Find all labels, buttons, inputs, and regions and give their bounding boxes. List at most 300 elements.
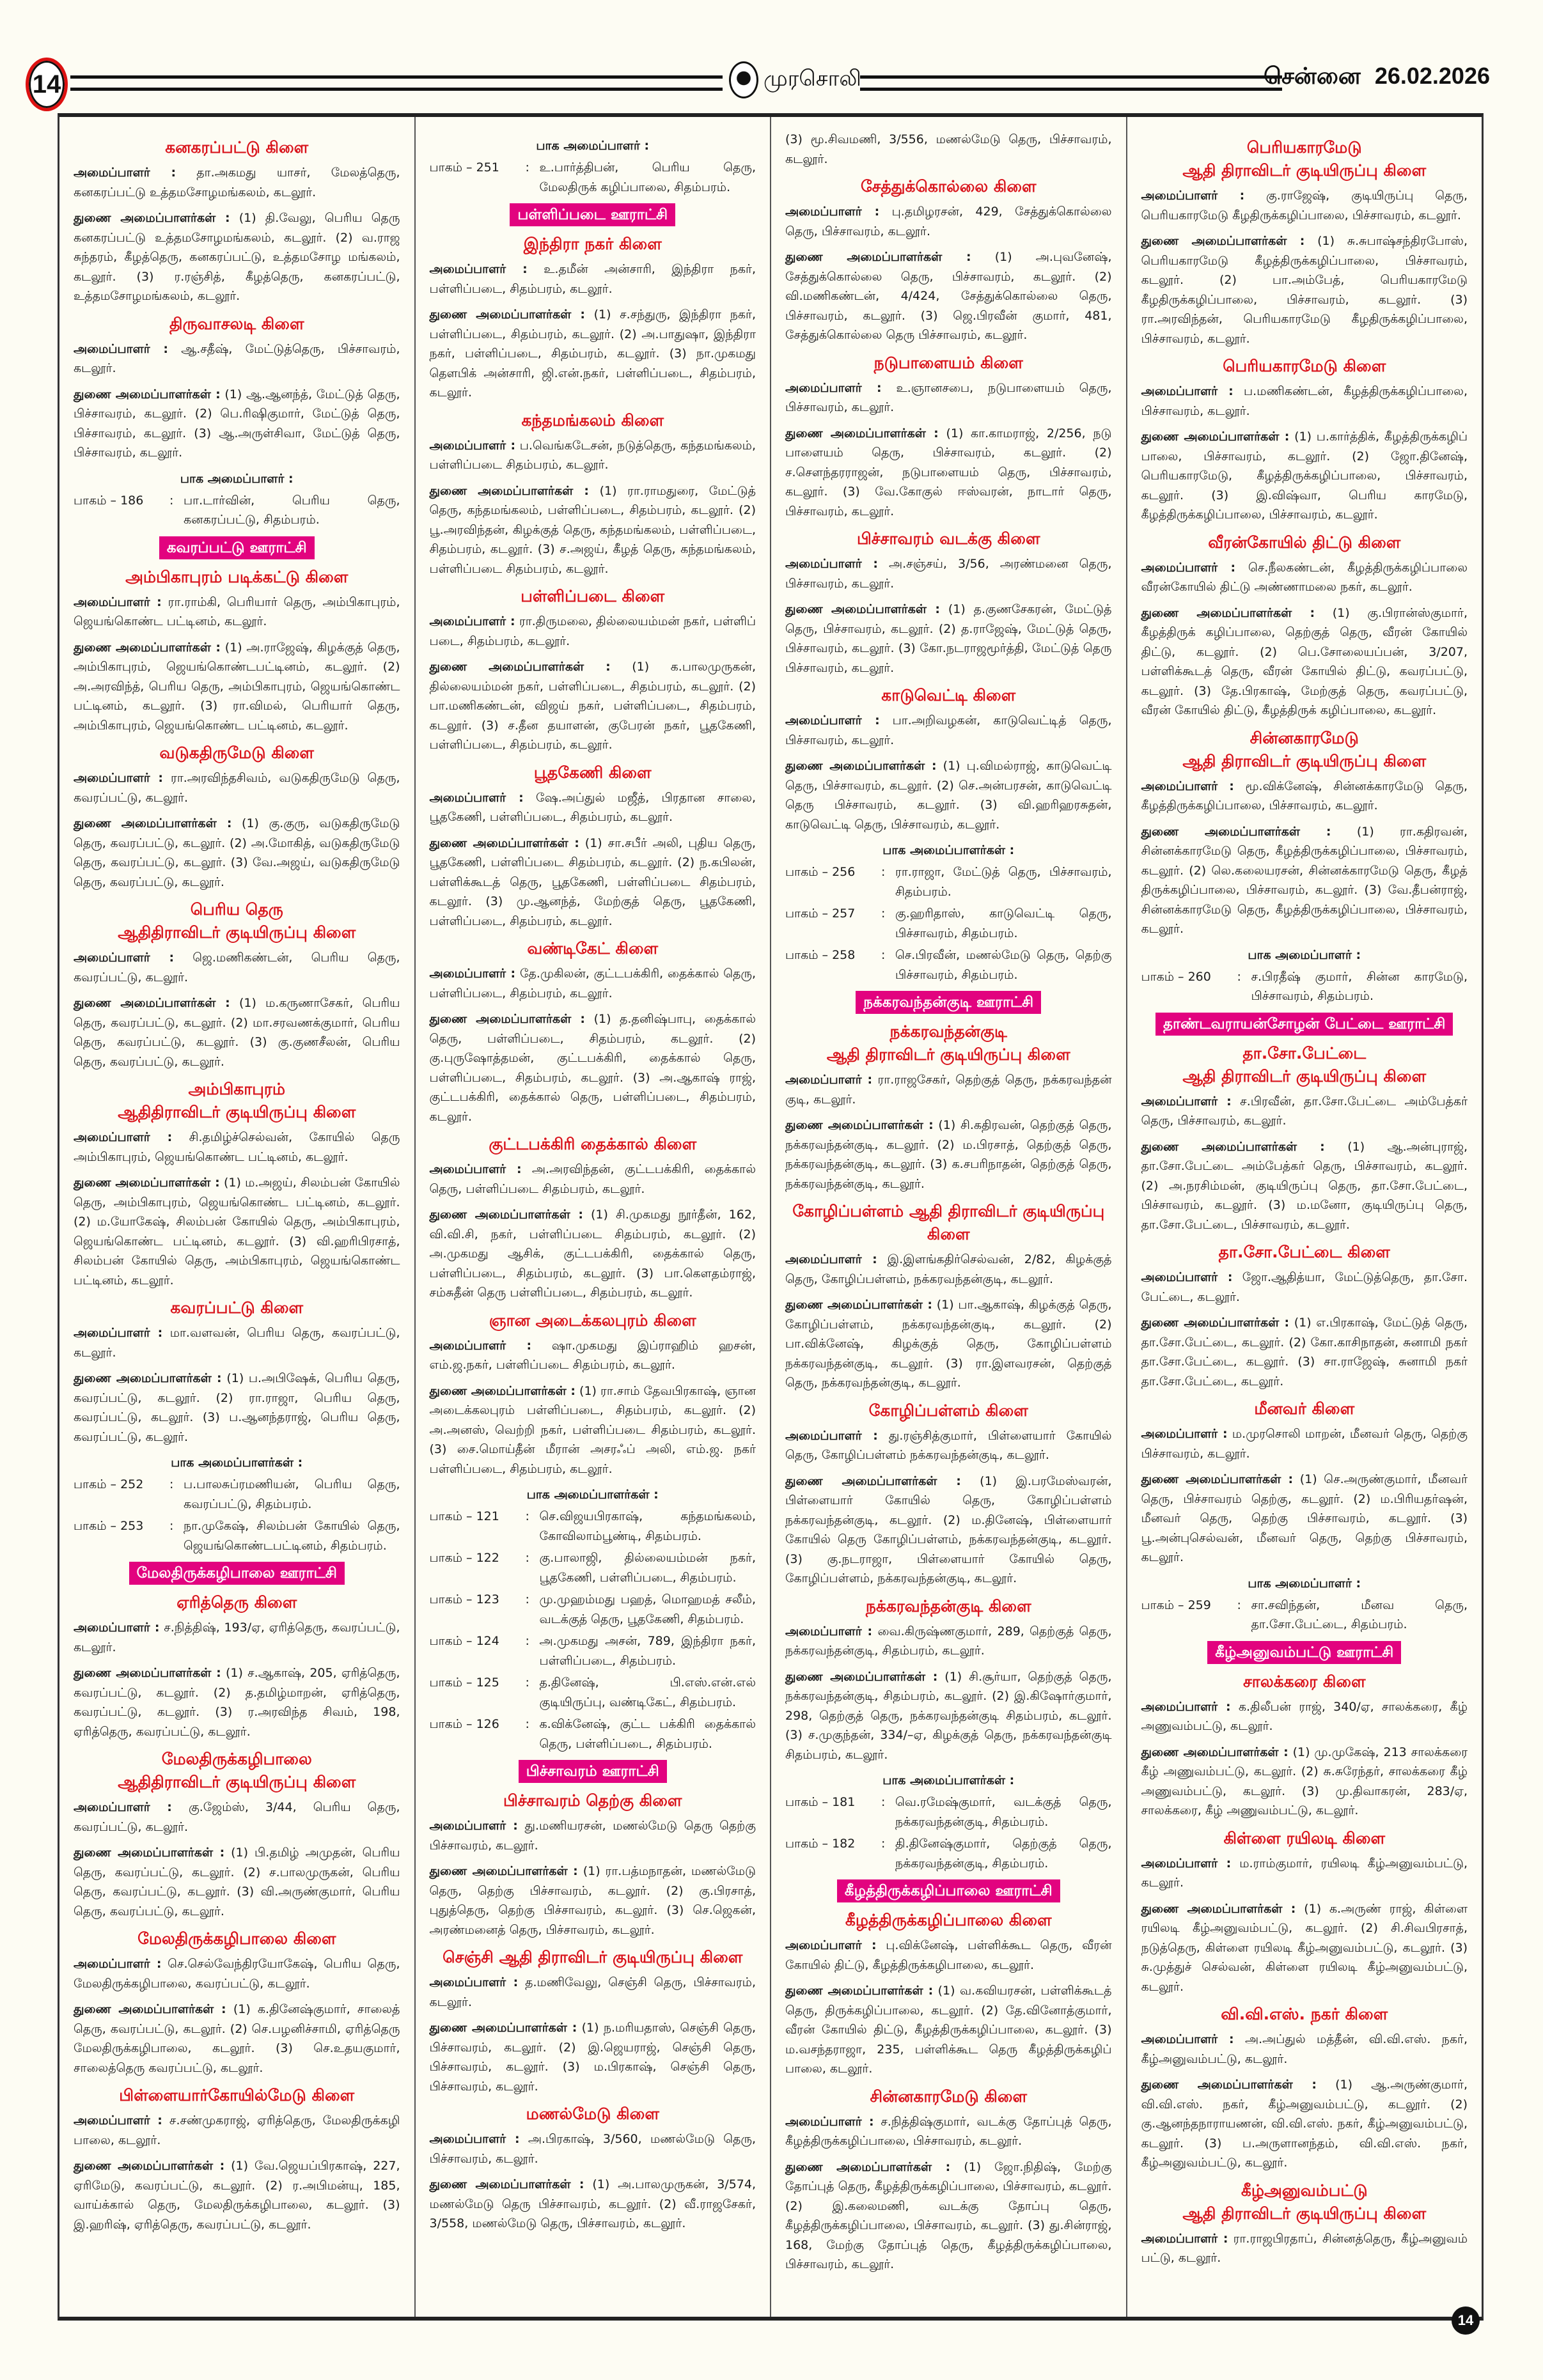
separator: : [881, 1837, 886, 1851]
branch-heading: கந்தமங்கலம் கிளை [521, 410, 664, 430]
deputy-organisers-entry [430, 481, 756, 579]
entry-label: அமைப்பாளர் : [429, 1338, 532, 1353]
entry-label: துணை அமைப்பாளர்கள் : [429, 483, 589, 498]
deputy-organisers-entry [430, 657, 756, 755]
entry-text: ச.பிரவீன், தா.சோ.பேட்டை அம்பேத்கர் தெரு, பிச்சாவரம், கடலூர். [1141, 1094, 1468, 1128]
organiser-entry [74, 1323, 400, 1362]
organiser-entry [785, 1250, 1112, 1289]
organiser-entry [785, 378, 1112, 417]
deputy-organisers-entry [785, 1295, 1112, 1393]
separator: : [881, 906, 886, 921]
organiser-entry [74, 2111, 400, 2150]
entry-text: ச.நித்திஷ்குமார், வடக்கு தோப்புத் தெரு, கீழத்திருக்கழிப்பாலை, பிச்சாவரம், கடலூர். [785, 2114, 1112, 2148]
edition-date: 26.02.2026 [1374, 63, 1490, 89]
entry-label: அமைப்பாளர் : [1141, 1094, 1232, 1108]
entry-text: தா.அகமது யாசர், மேலத்தெரு, கனகரப்பட்டு உத்தமசோழமங்கலம், கடலூர். [74, 166, 400, 199]
booth-number: பாகம் – 260 [1141, 969, 1211, 984]
masthead-rule-right [860, 75, 1282, 91]
booth-organiser-details: சா.சவிந்தன், மீனவ தெரு, தா.சோ.பேட்டை, சிதம்பரம். [1251, 1598, 1468, 1631]
branch-heading: கோழிப்பள்ளம் ஆதி திராவிடர் குடியிருப்பு கிளை [792, 1202, 1105, 1243]
booth-number: பாகம் – 256 [785, 865, 856, 879]
separator: : [525, 1509, 529, 1523]
branch-heading: நக்கரவந்தன்குடி கிளை [865, 1596, 1031, 1615]
entry-label: துணை அமைப்பாளர்கள் : [785, 426, 939, 440]
deputy-organisers-entry [430, 2175, 756, 2234]
entry-text: உ.ஞானசபை, நடுபாளையம் தெரு, பிச்சாவரம், கடலூர். [785, 380, 1112, 414]
branch-heading: அம்பிகாபுரம் படிக்கட்டு கிளை [125, 567, 349, 586]
deputy-organisers-entry [1141, 427, 1468, 525]
booth-organiser-details: வெ.ரமேஷ்குமார், வடக்குத் தெரு, நக்கரவந்தன்குடி, சிதம்பரம். [895, 1795, 1112, 1829]
organiser-entry [74, 768, 400, 807]
entry-label: அமைப்பாளர் : [1141, 1699, 1231, 1714]
entry-label: துணை அமைப்பாளர்கள் : [429, 1012, 585, 1026]
deputy-organisers-entry [74, 638, 400, 736]
branch-heading: மேலதிருக்கழிபாலை கிளை [137, 1929, 336, 1948]
entry-text: (1) பு.விமல்ராஜ், காடுவெட்டி தெரு, பிச்சாவரம், கடலூர். (2) செ.அன்பரசன், காடுவெட்டி தெரு பிச்சாவரம், கடலூர். (3) வி.ஹரிஹரசுதன், காடுவெட்டி தெரு, பிச்சாவரம், கடலூர். [785, 759, 1112, 832]
booth-organiser-details: அ.முகமது அசன், 789, இந்திரா நகர், பள்ளிப்படை, சிதம்பரம். [539, 1634, 756, 1668]
branch-heading: வடுகதிருமேடு கிளை [159, 743, 314, 762]
booth-organiser-details: கு.பாலாஜி, தில்லையம்மன் நகர், பூதகேணி, பள்ளிப்படை, சிதம்பரம். [539, 1551, 756, 1585]
booth-number: பாகம் – 252 [74, 1477, 144, 1491]
deputy-organisers-entry [785, 2158, 1112, 2275]
organiser-entry [74, 1798, 400, 1837]
organiser-entry [74, 339, 400, 378]
entry-label: துணை அமைப்பாளர்கள் : [785, 1669, 938, 1684]
booth-organisers-heading: பாக அமைப்பாளர் : [1248, 947, 1361, 962]
branch-heading: பிச்சாவரம் தெற்கு கிளை [503, 1791, 682, 1810]
panchayat-banner: பள்ளிப்படை ஊராட்சி [510, 203, 675, 226]
entry-label: துணை அமைப்பாளர்கள் : [74, 640, 221, 655]
separator: : [1237, 969, 1241, 984]
rising-sun-emblem-icon [729, 61, 758, 98]
organiser-entry [785, 202, 1112, 241]
separator: : [525, 1717, 529, 1731]
organiser-entry [74, 1618, 400, 1657]
entry-label: அமைப்பாளர் : [1141, 384, 1234, 398]
branch-heading: காடுவெட்டி கிளை [881, 686, 1016, 704]
deputy-organisers-entry [74, 2156, 400, 2234]
entry-text: (1) எ.பிரகாஷ், மேட்டுத் தெரு, தா.சோ.பேட்டை, கடலூர். (2) கோ.காசிநாதன், சுனாமி நகர் தா.சோ.பேட்டை, கடலூர். (3) சா.ராஜேஷ், சுனாமி நகர் தா.சோ.பேட்டை, கடலூர். [1141, 1316, 1468, 1388]
branch-heading: நக்கரவந்தன்குடி ஆதி திராவிடர் குடியிருப்பு கிளை [826, 1022, 1070, 1064]
deputy-organisers-entry [430, 834, 756, 931]
entry-text: (1) தி.வேலு, பெரிய தெரு கனகரப்பட்டு உத்தமசோழமங்கலம், கடலூர். (2) வ.ராஜ சுந்தரம், கீழத்தெரு, கனகரப்பட்டு, உத்தமசோழ மங்கலம், கடலூர். (3) ர.ரஞ்சித், கீழத்தெரு, கனகரப்பட்டு, உத்தமசோழமங்கலம், கடலூர். [74, 211, 400, 303]
entry-text: அ.சஞ்சய், 3/56, அரண்மனை தெரு, பிச்சாவரம், கடலூர். [785, 557, 1112, 591]
branch-heading: பிள்ளையார்கோயில்மேடு கிளை [119, 2086, 355, 2104]
entry-text: பா.அறிவழகன், காடுவெட்டித் தெரு, பிச்சாவரம், கடலூர். [785, 713, 1112, 747]
deputy-organisers-entry [1141, 1743, 1468, 1821]
entry-label: அமைப்பாளர் : [429, 967, 516, 981]
entry-text: (1) ப.கார்த்திக், கீழத்திருக்கழிப் பாலை, பிச்சாவரம், கடலூர். (2) ஜோ.தினேஷ், பெரியகாரமேடு, கீழத்திருக்கழிப்பாலை, பிச்சாவரம், கடலூர். (3) இ.விஷ்வா, பெரிய காரமேடு, கீழத்திருக்கழிப்பாலை, பிச்சாவரம், கடலூர். [1141, 430, 1468, 522]
newspaper-name: முரசொலி [764, 66, 861, 91]
entry-label: அமைப்பாளர் : [1141, 779, 1234, 793]
entry-label: அமைப்பாளர் : [429, 790, 524, 805]
panchayat-banner: மேலதிருக்கழிபாலை ஊராட்சி [129, 1562, 345, 1585]
booth-organiser-details: ப.பாலசுப்ரமணியன், பெரிய தெரு, கவரப்பட்டு, சிதம்பரம். [184, 1477, 400, 1511]
booth-organiser-details: ரா.ராஜா, மேட்டுத் தெரு, பிச்சாவரம், சிதம்பரம். [895, 865, 1112, 899]
entry-text: (1) கு.குரு, வடுகதிருமேடு தெரு, கவரப்பட்டு, கடலூர். (2) அ.மோகித், வடுகதிருமேடு தெரு, கவரப்பட்டு, கடலூர். (3) வே.அஜய், வடுகதிருமேடு தெரு, கவரப்பட்டு, கடலூர். [74, 816, 400, 889]
entry-label: அமைப்பாளர் : [429, 1819, 518, 1833]
organiser-entry [430, 1160, 756, 1199]
entry-text: ச.சண்முகராஜ், ஏரித்தெரு, மேலதிருக்கழி பாலை, கடலூர். [74, 2113, 400, 2147]
deputy-organisers-entry [785, 1667, 1112, 1765]
entry-text: (1) சி.கதிரவன், தெற்குத் தெரு, நக்கரவந்தன்குடி, கடலூர். (2) ம.பிரசாத், தெற்குத் தெரு, நக்கரவந்தன்குடி, கடலூர். (3) க.சபரிநாதன், தெற்குத் தெரு, நக்கரவந்தன்குடி, கடலூர். [785, 1118, 1112, 1191]
entry-text: த.மணிவேலு, செஞ்சி தெரு, பிச்சாவரம், கடலூர். [429, 1975, 756, 2009]
deputy-organisers-entry [785, 1116, 1112, 1194]
entry-label: துணை அமைப்பாளர்கள் : [429, 836, 579, 850]
column-1 [59, 117, 414, 2317]
deputy-organisers-entry [785, 1472, 1112, 1589]
entry-label: துணை அமைப்பாளர்கள் : [785, 1118, 934, 1132]
booth-number: பாகம் – 125 [429, 1676, 499, 1690]
deputy-organisers-entry [1141, 1313, 1468, 1391]
panchayat-banner: கீழ்அனுவம்பட்டு ஊராட்சி [1207, 1641, 1401, 1664]
entry-text: (1) ப.அபிஷேக், பெரிய தெரு, கவரப்பட்டு, கடலூர். (2) ரா.ராஜா, பெரிய தெரு, கவரப்பட்டு, கடலூர். (3) ப.ஆனந்தராஜ், பெரிய தெரு, கவரப்பட்டு, கடலூர். [74, 1371, 400, 1444]
booth-number: பாகம் – 126 [429, 1717, 499, 1731]
deputy-organisers-entry [430, 1381, 756, 1479]
entry-text: (1) ம.அஜய், சிலம்பன் கோயில் தெரு, அம்பிகாபுரம், ஜெயங்கொண்ட பட்டினம், கடலூர். (2) ம.யோகேஷ், சிலம்பன் கோயில் தெரு, அம்பிகாபுரம், ஜெயங்கொண்ட பட்டினம், கடலூர். (3) வி.ஹரிபிரசாத், சிலம்பன் கோயில் தெரு, அம்பிகாபுரம், ஜெயங்கொண்ட பட்டினம், கடலூர். [74, 1176, 400, 1287]
entry-label: துணை அமைப்பாளர்கள் : [785, 1984, 934, 1998]
entry-label: துணை அமைப்பாளர்கள் : [785, 250, 971, 264]
entry-label: அமைப்பாளர் : [785, 713, 880, 727]
deputy-organisers-entry [74, 1843, 400, 1921]
booth-organiser-row [1141, 1596, 1468, 1635]
entry-text: (1) சி.சூர்யா, தெற்குத் தெரு, நக்கரவந்தன்குடி, சிதம்பரம், கடலூர். (2) இ.கிஷோர்குமார், 298, தெற்குத் தெரு, நக்கரவந்தன்குடி சிதம்பரம், கடலூர். (3) ச.முகுந்தன், 334/–ஏ, கிழக்குத் தெரு, நக்கரவந்தன்குடி சிதம்பரம், கடலூர். [785, 1669, 1112, 1762]
entry-text: (1) அ.பாலமுருகன், 3/574, மணல்மேடு தெரு பிச்சாவரம், கடலூர். (2) வீ.ராஜசேகர், 3/558, மணல்மேடு தெரு, பிச்சாவரம், கடலூர். [429, 2177, 756, 2230]
separator: : [525, 1634, 529, 1648]
branch-heading: பூதகேணி கிளை [533, 763, 652, 782]
deputy-organisers-entry [74, 814, 400, 892]
organiser-entry [1141, 1424, 1468, 1463]
entry-label: அமைப்பாளர் : [1141, 2231, 1228, 2246]
masthead-rule-left [70, 75, 723, 91]
organiser-entry [785, 711, 1112, 750]
entry-text: ஷே.அப்துல் மஜீத், பிரதான சாலை, பூதகேணி, பள்ளிப்படை, சிதம்பரம், கடலூர். [429, 790, 756, 824]
separator: : [525, 1551, 529, 1565]
entry-label: துணை அமைப்பாளர்கள் : [74, 816, 232, 830]
branch-heading: ஏரித்தெரு கிளை [176, 1593, 297, 1612]
booth-organiser-details: பா.டார்வின், பெரிய தெரு, கனகரப்பட்டு, சிதம்பரம். [184, 493, 400, 527]
entry-text: (1) அ.புவனேஷ், சேத்துக்கொல்லை தெரு, பிச்சாவரம், கடலூர். (2) வி.மணிகண்டன், 4/424, சேத்துக்கொல்லை தெரு, பிச்சாவரம், கடலூர். (3) ஜெ.பிரவீன் குமார், 481, சேத்துக்கொல்லை தெரு பிச்சாவரம், கடலூர். [785, 250, 1112, 342]
entry-text: (1) ஆ.ஆனந்த், மேட்டுத் தெரு, பிச்சாவரம், கடலூர். (2) பெ.ரிஷிகுமார், மேட்டுத் தெரு, பிச்சாவரம், கடலூர். (3) ஆ.அருள்சிவா, மேட்டுத் தெரு, பிச்சாவரம், கடலூர். [74, 387, 400, 460]
separator: : [525, 160, 529, 175]
entry-label: அமைப்பாளர் : [785, 380, 882, 395]
entry-label: துணை அமைப்பாளர்கள் : [429, 1383, 576, 1398]
deputy-organisers-entry [74, 2000, 400, 2078]
entry-text: (1) கு.பிரான்ஸ்குமார், கீழத்திருக் கழிப்பாலை, தெற்குத் தெரு, வீரன் கோயில் திட்டு, கடலூர். (2) பெ.சோலையப்பன், 3/207, பள்ளிக்கூடத் தெரு, வீரன் கோயில் திட்டு, கவரப்பட்டு, கடலூர். (3) தே.பிரகாஷ், மேற்குத் தெரு, கவரப்பட்டு, வீரன் கோயில் திட்டு, கீழத்திருக் கழிப்பாலை, கடலூர். [1141, 605, 1468, 717]
organiser-entry [1141, 777, 1468, 816]
entry-label: துணை அமைப்பாளர்கள் : [429, 1208, 583, 1222]
entry-label: அமைப்பாளர் : [429, 1975, 519, 1989]
entry-label: அமைப்பாளர் : [785, 1073, 873, 1087]
entry-text: கு.ராஜேஷ், குடியிருப்பு தெரு, பெரியகாரமேடு கீழதிருக்கழிப்பாலை, பிச்சாவரம், கடலூர். [1141, 189, 1468, 222]
booth-number: பாகம் – 121 [429, 1509, 499, 1523]
branch-heading: வண்டிகேட் கிளை [527, 939, 659, 958]
entry-label: அமைப்பாளர் : [74, 771, 163, 785]
booth-organiser-details: மு.முஹம்மது பஹத், மொஹமத் சலீம், வடக்குத் தெரு, பூதகேணி, சிதம்பரம். [539, 1592, 756, 1626]
entry-label: துணை அமைப்பாளர்கள் : [429, 660, 611, 674]
entry-label: துணை அமைப்பாளர்கள் : [74, 1371, 222, 1385]
organiser-entry [74, 163, 400, 202]
booth-organiser-row [1141, 967, 1468, 1006]
entry-label: துணை அமைப்பாளர்கள் : [1141, 430, 1290, 444]
footer-page-number: 14 [1452, 2306, 1480, 2335]
booth-organisers-heading: பாக அமைப்பாளர்கள் : [882, 843, 1015, 857]
deputy-organisers-entry [430, 305, 756, 403]
organiser-entry [1141, 382, 1468, 421]
column-3 [770, 117, 1126, 2317]
page-number-badge: 14 [26, 58, 68, 111]
booth-organiser-details: செ.விஜயபிரகாஷ், கந்தமங்கலம், கோவிலாம்பூண்டி, சிதம்பரம். [539, 1509, 756, 1543]
deputy-organisers-entry [785, 756, 1112, 834]
entry-text: அ.அரவிந்தன், குட்டபக்கிரி, தைக்கால் தெரு, பள்ளிப்படை சிதம்பரம், கடலூர். [429, 1162, 756, 1196]
branch-heading: பெரியகாரமேடு கிளை [1223, 357, 1386, 375]
booth-organiser-row [430, 1548, 756, 1587]
entry-text: (1) க.அருண் ராஜ், கிள்ளை ரயிலடி கீழ்அனுவம்பட்டு, கடலூர். (2) சி.சிவபிரசாத், நடுத்தெரு, கிள்ளை ரயிலடி கீழ்அனுவம்பட்டு, கடலூர். (3) சு.முத்துச் செல்வன், கிள்ளை ரயிலடி கீழ்அனுவம்பட்டு, கடலூர். [1141, 1901, 1468, 1994]
separator: : [525, 1676, 529, 1690]
branch-heading: நடுபாளையம் கிளை [873, 353, 1023, 372]
entry-label: துணை அமைப்பாளர்கள் : [785, 1298, 932, 1312]
entry-text: ஜெ.மணிகண்டன், பெரிய தெரு, கவரப்பட்டு, கடலூர். [74, 951, 400, 984]
organiser-entry [1141, 1697, 1468, 1736]
entry-text: (1) ரா.பத்மநாதன், மணல்மேடு தெரு, தெற்கு பிச்சாவரம், கடலூர். (2) கு.பிரசாத், புதுத்தெரு, தெற்கு பிச்சாவரம், கடலூர். (3) செ.ஜெகன், அரண்மனைத் தெரு, பிச்சாவரம், கடலூர். [429, 1864, 756, 1937]
booth-number: பாகம் – 123 [429, 1592, 499, 1606]
booth-organiser-row [430, 158, 756, 197]
panchayat-banner: தாண்டவராயன்சோழன் பேட்டை ஊராட்சி [1155, 1013, 1453, 1036]
branch-heading: கனகரப்பட்டு கிளை [165, 138, 309, 157]
entry-text: சி.தமிழ்ச்செல்வன், கோயில் தெரு அம்பிகாபுரம், ஜெயங்கொண்ட பட்டினம், கடலூர். [74, 1130, 400, 1164]
entry-label: அமைப்பாளர் : [785, 557, 878, 571]
entry-label: துணை அமைப்பாளர்கள் : [1141, 1316, 1290, 1330]
booth-organiser-row [74, 491, 400, 530]
booth-organisers-heading: பாக அமைப்பாளர் : [536, 139, 650, 153]
entry-text: பு.தமிழரசன், 429, சேத்துக்கொல்லை தெரு, பிச்சாவரம், கடலூர். [785, 205, 1112, 238]
booth-organisers-heading: பாக அமைப்பாளர்கள் : [526, 1488, 659, 1502]
booth-number: பாகம் – 122 [429, 1551, 499, 1565]
entry-text: அ.அப்துல் மத்தீன், வி.வி.எஸ். நகர், கீழ்அனுவம்பட்டு, கடலூர். [1141, 2032, 1468, 2066]
booth-organiser-row [785, 904, 1112, 943]
entry-text: (1) ம.கருணாசேகர், பெரிய தெரு, கவரப்பட்டு, கடலூர். (2) மா.சரவணக்குமார், பெரிய தெரு, கவரப்பட்டு, கடலூர். (3) கு.குணசீலன், பெரிய தெரு, கவரப்பட்டு, கடலூர். [74, 996, 400, 1069]
deputy-organisers-entry [1141, 1470, 1468, 1567]
entry-text: து.மணியரசன், மணல்மேடு தெரு தெற்கு பிச்சாவரம், கடலூர். [429, 1819, 756, 1853]
entry-label: அமைப்பாளர் : [74, 1130, 173, 1144]
booth-number: பாகம் – 181 [785, 1795, 856, 1809]
booth-organisers-heading: பாக அமைப்பாளர் : [180, 471, 294, 486]
entry-label: அமைப்பாளர் : [785, 1938, 877, 1952]
booth-organiser-row [430, 1715, 756, 1754]
entry-label: துணை அமைப்பாளர்கள் : [429, 2177, 584, 2191]
branch-heading: பிச்சாவரம் வடக்கு கிளை [857, 529, 1040, 548]
entry-text: (1) ரா.சாம் தேவபிரகாஷ், ஞான அடைக்கலபுரம் பள்ளிப்படை, சிதம்பரம், கடலூர். (2) அ.அனஸ், வெற்றி நகர், பள்ளிப்படை சிதம்பரம், கடலூர். (3) சை.மொய்தீன் மீரான் அசரஃப் அலி, எம்.ஜ. நகர் பள்ளிப்படை, சிதம்பரம், கடலூர். [429, 1383, 756, 1476]
entry-label: துணை அமைப்பாளர்கள் : [1141, 605, 1315, 620]
booth-organiser-details: செ.பிரவீன், மணல்மேடு தெரு, தெற்கு பிச்சாவரம், சிதம்பரம். [895, 948, 1112, 982]
entry-label: அமைப்பாளர் : [429, 614, 515, 628]
branch-heading: இந்திரா நகர் கிளை [523, 235, 662, 253]
branch-heading: கீழத்திருக்கழிப்பாலை கிளை [845, 1911, 1052, 1929]
organiser-entry [74, 593, 400, 632]
entry-label: அமைப்பாளர் : [1141, 1427, 1228, 1441]
booth-organiser-details: கு.ஹரிதாஸ், காடுவெட்டி தெரு, பிச்சாவரம், சிதம்பரம். [895, 906, 1112, 940]
branch-heading: செஞ்சி ஆதி திராவிடர் குடியிருப்பு கிளை [443, 1948, 743, 1966]
entry-label: அமைப்பாளர் : [74, 1621, 160, 1635]
entry-label: துணை அமைப்பாளர்கள் : [785, 759, 937, 773]
entry-text: அ.பிரகாஷ், 3/560, மணல்மேடு தெரு, பிச்சாவரம், கடலூர். [429, 2132, 756, 2166]
entry-label: துணை அமைப்பாளர்கள் : [1141, 1745, 1288, 1759]
booth-organiser-row [785, 862, 1112, 901]
entry-label: துணை அமைப்பாளர்கள் : [1141, 824, 1331, 839]
column-2 [414, 117, 771, 2317]
entry-text: ப.வெங்கடேசன், நடுத்தெரு, கந்தமங்கலம், பள்ளிப்படை சிதம்பரம், கடலூர். [429, 438, 756, 472]
deputy-organisers-entry [1141, 1899, 1468, 1997]
branch-heading: வீரன்கோயில் திட்டு கிளை [1208, 533, 1401, 552]
branch-heading: வி.வி.எஸ். நகர் கிளை [1221, 2005, 1388, 2023]
booth-organisers-heading: பாக அமைப்பாளர்கள் : [882, 1773, 1015, 1787]
entry-text: ஆ.சதீஷ், மேட்டுத்தெரு, பிச்சாவரம், கடலூர். [74, 341, 400, 375]
branch-heading: மணல்மேடு கிளை [526, 2104, 659, 2123]
booth-organiser-row [430, 1673, 756, 1712]
branch-heading: சாலக்கரை கிளை [1242, 1672, 1366, 1691]
entry-text: (1) வே.ஜெயப்பிரகாஷ், 227, ஏரிமேடு, கவரப்பட்டு, கடலூர். (2) ர.அபிமன்யு, 185, வாய்க்கால் தெரு, மேலதிருக்கழிபாலை, கடலூர். (3) இ.ஹரிஷ், ஏரித்தெரு, கவரப்பட்டு, கடலூர். [74, 2159, 400, 2232]
booth-number: பாகம் – 251 [429, 160, 499, 175]
entry-text: (1) சா.சபீர் அலி, புதிய தெரு, பூதகேணி, பள்ளிப்படை சிதம்பரம், கடலூர். (2) ந.கபிலன், பள்ளிக்கூடத் தெரு, பூதகேணி, பள்ளிப்படை சிதம்பரம், கடலூர். (3) மு.ஆனந்த், மேற்குத் தெரு, பூதகேணி, பள்ளிப்படை, சிதம்பரம், கடலூர். [429, 836, 756, 928]
branch-heading: பெரிய தெரு ஆதிதிராவிடர் குடியிருப்பு கிளை [118, 900, 356, 942]
booth-organiser-details: த.தினேஷ், பி.எஸ்.என்.எல் குடியிருப்பு, வண்டிகேட், சிதம்பரம். [539, 1676, 756, 1709]
booth-number: பாகம் – 253 [74, 1519, 144, 1533]
entry-label: துணை அமைப்பாளர்கள் : [1141, 1139, 1325, 1154]
entry-text: (1) ச.ஆகாஷ், 205, ஏரித்தெரு, கவரப்பட்டு, கடலூர். (2) த.தமிழ்மாறன், ஏரித்தெரு, கவரப்பட்டு, கடலூர். (3) ர.அரவிந்த சிவம், 198, ஏரித்தெரு, கவரப்பட்டு, கடலூர். [74, 1666, 400, 1739]
entry-text: இ.இளங்கதிர்செல்வன், 2/82, கிழக்குத் தெரு, கோழிப்பள்ளம், நக்கரவந்தன்குடி, கடலூர். [785, 1252, 1112, 1286]
organiser-entry [430, 788, 756, 827]
organiser-entry [1141, 1268, 1468, 1307]
entry-text: (1) கா.காமராஜ், 2/256, நடு பாளையம் தெரு, பிச்சாவரம், கடலூர். (2) ச.சௌந்தரராஜன், நடுபாளையம் தெரு, பிச்சாவரம், கடலூர். (3) வே.கோகுல் ஈஸ்வரன், நாடார் தெரு, பிச்சாவரம், கடலூர். [785, 426, 1112, 518]
entry-text: (1) ச.சந்துரு, இந்திரா நகர், பள்ளிப்படை, சிதம்பரம், கடலூர். (2) அ.பாதுஷா, இந்திரா நகர், பள்ளிப்படை, சிதம்பரம், கடலூர். (3) நா.முகமது தௌபிக் அன்சாரி, ஜி.என்.நகர், பள்ளிப்படை, சிதம்பரம், கடலூர். [429, 307, 756, 400]
entry-label: அமைப்பாளர் : [74, 166, 176, 180]
entry-label: துணை அமைப்பாளர்கள் : [74, 1666, 221, 1680]
entry-text: ச.நித்திஷ், 193/ஏ, ஏரித்தெரு, கவரப்பட்டு, கடலூர். [74, 1621, 400, 1654]
booth-number: பாகம் – 258 [785, 948, 856, 962]
separator: : [881, 948, 886, 962]
entry-text: (1) சி.முகமது நூர்தீன், 162, வி.வி.சி, நகர், பள்ளிப்படை சிதம்பரம், கடலூர். (2) அ.முகமது ஆசிக், குட்டபக்கிரி, தைக்கால் தெரு, பள்ளிப்படை, சிதம்பரம், கடலூர். (3) பா.கௌதம்ராஜ், சம்சுதீன் தெரு பள்ளிப்படை, சிதம்பரம், கடலூர். [429, 1208, 756, 1300]
entry-label: அமைப்பாளர் : [785, 1252, 877, 1266]
panchayat-banner: கீழத்திருக்கழிப்பாலை ஊராட்சி [837, 1879, 1060, 1902]
separator: : [525, 1592, 529, 1606]
booth-organiser-details: க.விக்னேஷ், குட்ட பக்கிரி தைக்கால் தெரு, பள்ளிப்படை, சிதம்பரம். [539, 1717, 756, 1751]
masthead-bar [26, 51, 1490, 115]
entry-text: (1) ஆ.அன்புராஜ், தா.சோ.பேட்டை அம்பேத்கர் தெரு, பிச்சாவரம், கடலூர். (2) அ.நரசிம்மன், குடியிருப்பு தெரு, தா.சோ.பேட்டை, பிச்சாவரம், கடலூர். (3) ம.மனோ, குடியிருப்பு தெரு, தா.சோ.பேட்டை, பிச்சாவரம், கடலூர். [1141, 1139, 1468, 1232]
booth-organiser-row [785, 1793, 1112, 1832]
entry-text: (1) சு.சுபாஷ்சந்திரபோஸ், பெரியகாரமேடு கீழத்திருக்கழிப்பாலை, பிச்சாவரம், கடலூர். (2) பா.அம்பேத், பெரியகாரமேடு கீழதிருக்கழிப்பாலை, பிச்சாவரம், கடலூர். (3) ரா.அரவிந்தன், பெரியகாரமேடு கீழதிருக்கழிப்பாலை, பிச்சாவரம், கடலூர். [1141, 234, 1468, 346]
entry-label: அமைப்பாளர் : [74, 1800, 172, 1814]
booth-number: பாகம் – 186 [74, 493, 144, 508]
edition-city: சென்னை [1263, 63, 1361, 89]
entry-text: (1) ந.மரியதாஸ், செஞ்சி தெரு, பிச்சாவரம், கடலூர். (2) இ.ஜெயராஜ், செஞ்சி தெரு, பிச்சாவரம், கடலூர். (3) ம.பிரகாஷ், செஞ்சி தெரு, பிச்சாவரம், கடலூர். [429, 2021, 756, 2094]
organiser-entry [430, 1973, 756, 2012]
entry-label: துணை அமைப்பாளர்கள் : [429, 307, 586, 322]
branch-heading: குட்டபக்கிரி தைக்கால் கிளை [489, 1135, 697, 1153]
deputy-organisers-entry [430, 1862, 756, 1940]
organiser-entry [430, 260, 756, 299]
entry-label: அமைப்பாளர் : [1141, 1270, 1233, 1284]
booth-number: பாகம் – 124 [429, 1634, 499, 1648]
entry-label: அமைப்பாளர் : [429, 262, 528, 276]
entry-text: (1) வ.கவியரசன், பள்ளிக்கூடத் தெரு, திருக்கழிப்பாலை, கடலூர். (2) தே.வினோத்குமார், வீரன் கோயில் திட்டு, கீழத்திருக்கழிப்பாலை, கடலூர். (3) ம.வசந்தராஜா, 235, பள்ளிக்கூட தெரு கீழத்திருக்கழிப் பாலை, கடலூர். [785, 1984, 1112, 2076]
entry-text: (1) அ.ராஜேஷ், கிழக்குத் தெரு, அம்பிகாபுரம், ஜெயங்கொண்டபட்டினம், கடலூர். (2) அ.அரவிந்த், பெரிய தெரு, அம்பிகாபுரம், ஜெயங்கொண்ட பட்டினம், கடலூர். (3) ரா.விமல், பெரியார் தெரு, அம்பிகாபுரம், ஜெயங்கொண்ட பட்டினம், கடலூர். [74, 640, 400, 733]
deputy-organisers-entry [430, 2018, 756, 2096]
organiser-entry [1141, 1092, 1468, 1131]
entry-text: தே.முகிலன், குட்டபக்கிரி, தைக்கால் தெரு, பள்ளிப்படை, சிதம்பரம், கடலூர். [429, 967, 756, 1000]
separator: : [169, 1519, 174, 1533]
entry-label: அமைப்பாளர் : [785, 2114, 874, 2129]
booth-number: பாகம் – 182 [785, 1837, 856, 1851]
entry-text: (1) த.குணசேகரன், மேட்டுத் தெரு, பிச்சாவரம், கடலூர். (2) த.ராஜேஷ், மேட்டுத் தெரு, பிச்சாவரம், கடலூர். (3) கோ.நடராஜமூர்த்தி, மேட்டுத் தெரு பிச்சாவரம், கடலூர். [785, 602, 1112, 675]
entry-text: ரா.அரவிந்தசிவம், வடுகதிருமேடு தெரு, கவரப்பட்டு, கடலூர். [74, 771, 400, 805]
branch-heading: மேலதிருக்கழிபாலை ஆதிதிராவிடர் குடியிருப்பு கிளை [118, 1750, 356, 1791]
deputy-organisers-entry [74, 385, 400, 463]
entry-text: (1) பி.தமிழ் அமுதன், பெரிய தெரு, கவரப்பட்டு, கடலூர். (2) ச.பாலமுருகன், பெரிய தெரு, கவரப்பட்டு, கடலூர். (3) வி.அருண்குமார், பெரிய தெரு, கவரப்பட்டு, கடலூர். [74, 1846, 400, 1918]
booth-organiser-row [430, 1590, 756, 1629]
deputy-organisers-entry [785, 600, 1112, 678]
entry-text: (1) ரா.ராமதுரை, மேட்டுத் தெரு, கந்தமங்கலம், பள்ளிப்படை, சிதம்பரம், கடலூர். (2) பூ.அரவிந்தன், கிழக்குத் தெரு, கந்தமங்கலம், பள்ளிப்படை, சிதம்பரம், கடலூர். (3) ச.அஜய், கீழத் தெரு, கந்தமங்கலம், பள்ளிப்படை சிதம்பரம், கடலூர். [429, 483, 756, 576]
entry-text: ரா.ராஜபிரதாப், சின்னத்தெரு, கீழ்அனுவம் பட்டு, கடலூர். [1141, 2231, 1468, 2265]
separator: : [169, 493, 174, 508]
deputy-organisers-entry [74, 993, 400, 1071]
entry-text: கு.ஜேம்ஸ், 3/44, பெரிய தெரு, கவரப்பட்டு, கடலூர். [74, 1800, 400, 1834]
deputy-organisers-entry [74, 1369, 400, 1447]
organiser-entry [785, 1426, 1112, 1465]
separator: : [881, 1795, 886, 1809]
entry-label: துணை அமைப்பாளர்கள் : [74, 211, 230, 225]
panchayat-banner: பிச்சாவரம் ஊராட்சி [519, 1760, 667, 1783]
branch-heading: ஞான அடைக்கலபுரம் கிளை [489, 1311, 696, 1330]
branch-heading: தா.சோ.பேட்டை கிளை [1218, 1243, 1390, 1261]
booth-organiser-details: நா.முகேஷ், சிலம்பன் கோயில் தெரு, ஜெயங்கொண்டபட்டினம், சிதம்பரம். [184, 1519, 400, 1553]
booth-organiser-row [785, 945, 1112, 984]
organiser-entry [430, 1816, 756, 1855]
entry-label: அமைப்பாளர் : [429, 438, 516, 453]
entry-label: அமைப்பாளர் : [1141, 560, 1236, 575]
booth-number: பாகம் – 257 [785, 906, 856, 921]
entry-label: அமைப்பாளர் : [74, 2113, 162, 2127]
branch-heading: பள்ளிப்படை கிளை [521, 587, 665, 605]
entry-label: துணை அமைப்பாளர்கள் : [74, 2002, 226, 2016]
entry-text: ஷா.முகமது இப்ராஹிம் ஹசன், எம்.ஜ.நகர், பள்ளிப்படை சிதம்பரம், கடலூர். [429, 1338, 756, 1372]
entry-text: ஜோ.ஆதித்யா, மேட்டுத்தெரு, தா.சோ. பேட்டை, கடலூர். [1141, 1270, 1468, 1304]
deputy-organisers-entry [74, 1663, 400, 1741]
deputy-organisers-entry [785, 424, 1112, 522]
booth-organiser-details: தி.தினேஷ்குமார், தெற்குத் தெரு, நக்கரவந்தன்குடி, சிதம்பரம். [895, 1837, 1112, 1871]
branch-heading: சின்னகாரமேடு கிளை [870, 2087, 1028, 2106]
branch-heading: கவரப்பட்டு கிளை [170, 1298, 304, 1317]
branch-heading: சேத்துக்கொல்லை கிளை [860, 177, 1037, 196]
branch-heading: தா.சோ.பேட்டை ஆதி திராவிடர் குடியிருப்பு கிளை [1182, 1043, 1427, 1085]
booth-organisers-heading: பாக அமைப்பாளர் : [1248, 1576, 1361, 1591]
entry-label: அமைப்பாளர் : [1141, 2032, 1234, 2046]
organiser-entry [74, 948, 400, 987]
booth-organiser-row [430, 1507, 756, 1546]
organiser-entry [430, 612, 756, 651]
deputy-organisers-entry [1141, 822, 1468, 939]
booth-organisers-heading: பாக அமைப்பாளர்கள் : [171, 1456, 303, 1470]
booth-organiser-row [74, 1516, 400, 1555]
organiser-entry [785, 2112, 1112, 2151]
masthead-logo [729, 61, 861, 98]
entry-text: (1) ஜோ.நிதிஷ், மேற்கு தோப்புத் தெரு, கீழத்திருக்கழிப்பாலை, பிச்சாவரம், கடலூர். (2) இ.கலைமணி, வடக்கு தோப்பு தெரு, கீழத்திருக்கழிப்பாலை, பிச்சாவரம், கடலூர். (3) து.சின்ராஜ், 168, மேற்கு தோப்புத் தெரு, கீழத்திருக்கழிப்பாலை, பிச்சாவரம், கடலூர். [785, 2159, 1112, 2271]
entry-label: அமைப்பாளர் : [429, 1162, 522, 1176]
organiser-entry [785, 554, 1112, 593]
entry-text: (1) செ.அருண்குமார், மீனவர் தெரு, பிச்சாவரம் தெற்கு, கடலூர். (2) ம.பிரியதர்ஷன், மீனவர் தெரு, தெற்கு பிச்சாவரம், கடலூர். (3) பூ.அன்புசெல்வன், மீனவர் தெரு, தெற்கு பிச்சாவரம், கடலூர். [1141, 1472, 1468, 1564]
deputy-organisers-entry [785, 247, 1112, 345]
entry-label: அமைப்பாளர் : [74, 341, 169, 356]
entry-text: செ.செல்வேந்திரயோகேஷ், பெரிய தெரு, மேலதிருக்கழிபாலை, கவரப்பட்டு, கடலூர். [74, 1957, 400, 1991]
